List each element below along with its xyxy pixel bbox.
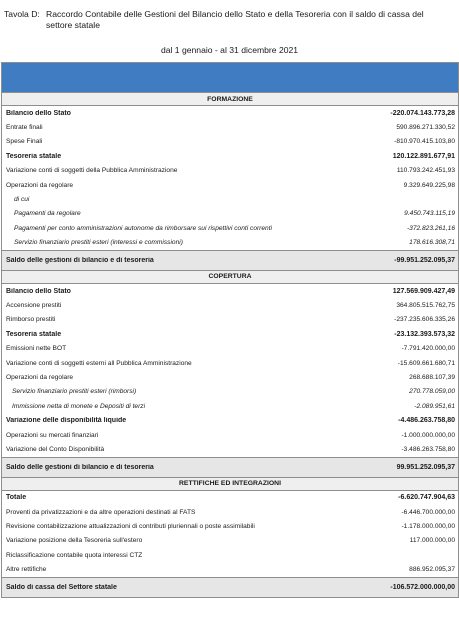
table-row: Variazione conti di soggetti della Pubblica Amministrazione 110.793.242.451,93: [6, 167, 455, 175]
table-row: Servizio finanziario prestiti esteri (rimborsi) 270.778.059,00: [12, 388, 455, 396]
table-row: Pagamenti da regolare 9.450.743.115,19: [14, 210, 455, 218]
table-row: Bilancio dello Stato 127.569.909.427,49: [6, 287, 455, 295]
table-row: Entrate finali 590.896.271.330,52: [6, 124, 455, 132]
table-row: Rimborso prestiti -237.235.606.335,26: [6, 316, 455, 324]
table-row: Spese Finali -810.970.415.103,80: [6, 138, 455, 146]
table-row: Variazione delle disponibilità liquide -4.486.263.758,80: [6, 417, 455, 425]
table-row: Operazioni da regolare 268.688.107,39: [6, 373, 455, 381]
reconciliation-table: [1, 62, 459, 598]
table-row: Revisione contabilizzazione attualizzazioni di contributi pluriennali o poste assimilabili -1.178.000.000,00: [6, 523, 455, 531]
subtotal-row-copertura: Saldo delle gestioni di bilancio e di tesoreria 99.951.252.095,37: [2, 457, 458, 477]
table-row: Accensione prestiti 364.805.515.762,75: [6, 301, 455, 309]
table-row: Tesoreria statale -23.132.393.573,32: [6, 330, 455, 338]
period-subtitle: dal 1 gennaio - al 31 dicembre 2021: [160, 45, 299, 55]
table-header-bar: [2, 63, 458, 93]
table-row: Operazioni su mercati finanziari -1.000.000.000,00: [6, 431, 455, 439]
table-row: Variazione posizione della Tesoreria sull'estero 117.000.000,00: [6, 537, 455, 545]
title-line-1: Raccordo Contabile delle Gestioni del Bilancio dello Stato e della Tesoreria con il saldo di cassa del: [46, 9, 424, 19]
section-heading-formazione: FORMAZIONE: [2, 93, 458, 106]
table-row: Pagamenti per conto amministrazioni autonome da rimborsare sui rispettivi conti correnti -372.823.261,16: [14, 224, 455, 232]
table-row: Totale -6.620.747.904,63: [6, 494, 455, 502]
final-balance-row: Saldo di cassa del Settore statale -106.572.000.000,00: [2, 577, 458, 597]
table-row: Riclassificazione contabile quota interessi CTZ: [6, 551, 143, 559]
table-row: Emissioni nette BOT -7.791.420.000,00: [6, 345, 455, 353]
table-row: Variazione conti di soggetti esterni all Pubblica Amministrazione -15.609.661.680,71: [6, 359, 455, 367]
table-row: Servizio finanziario prestiti esteri (interessi e commissioni) 178.616.308,71: [14, 239, 455, 247]
table-number: Tavola D:: [4, 9, 40, 19]
table-row: Tesoreria statale 120.122.891.677,91: [6, 152, 455, 160]
table-row: Proventi da privatizzazioni e da altre operazioni destinati al FATS -6.446.700.000,00: [6, 508, 455, 516]
table-row: Bilancio dello Stato -220.074.143.773,28: [6, 109, 455, 117]
section-heading-rettifiche: RETTIFICHE ED INTEGRAZIONI: [2, 477, 458, 491]
table-row: di cui: [14, 196, 30, 204]
section-heading-copertura: COPERTURA: [2, 270, 458, 284]
table-row: Altre rettifiche 886.952.095,37: [6, 566, 455, 574]
table-title: [4, 9, 456, 31]
table-row: Variazione del Conto Disponibilità -3.486.263.758,80: [6, 445, 455, 453]
table-row: Immissione netta di monete e Depositi di terzi -2.089.951,61: [12, 402, 455, 410]
table-row: Operazioni da regolare 9.329.649.225,98: [6, 181, 455, 189]
subtotal-row-formazione: Saldo delle gestioni di bilancio e di tesoreria -99.951.252.095,37: [2, 250, 458, 270]
title-line-2: settore statale: [46, 20, 100, 30]
